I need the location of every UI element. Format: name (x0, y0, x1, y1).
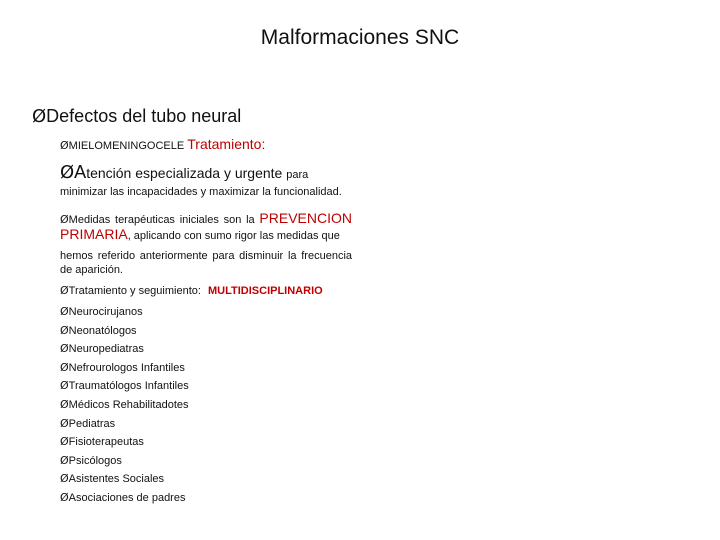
list-item-text: Pediatras (68, 417, 116, 430)
mielomeningocele-label: MIELOMENINGOCELE (68, 140, 185, 152)
list-item (60, 303, 352, 322)
arrow-bullet-icon: Ø (60, 323, 69, 337)
arrow-bullet-icon: Ø (60, 162, 75, 183)
arrow-bullet-icon: Ø (60, 490, 69, 504)
list-item (60, 433, 352, 452)
content-block (60, 134, 352, 508)
list-item-text: Médicos Rehabilitadotes (68, 398, 189, 411)
arrow-bullet-icon: Ø (32, 106, 47, 127)
list-item (60, 415, 352, 434)
list-item-text: Neuropediatras (68, 343, 144, 356)
list-item (60, 489, 352, 508)
arrow-bullet-icon: Ø (60, 435, 69, 449)
list-item-text: Psicólogos (68, 454, 122, 467)
list-item (60, 322, 352, 341)
arrow-bullet-icon: Ø (60, 139, 69, 152)
atencion-continuation: minimizar las incapacidades y maximizar la funcionalidad. (60, 186, 342, 198)
list-item (60, 377, 352, 396)
list-item-text: Traumatólogos Infantiles (68, 380, 189, 393)
list-item (60, 470, 352, 489)
main-bullet-text: Defectos del tubo neural (46, 106, 242, 126)
list-item-text: Asistentes Sociales (68, 473, 165, 486)
slide-title: Malformaciones SNC (260, 26, 460, 49)
arrow-bullet-icon: Ø (60, 397, 69, 411)
tratamiento-line (60, 283, 352, 299)
medidas-paragraph (60, 211, 352, 243)
arrow-bullet-icon: Ø (60, 284, 69, 297)
list-item (60, 340, 352, 359)
arrow-bullet-icon: Ø (60, 360, 69, 374)
list-item-text: Neurocirujanos (68, 306, 143, 318)
arrow-bullet-icon: Ø (60, 472, 69, 486)
main-bullet (32, 106, 241, 127)
list-item-text: Fisioterapeutas (68, 436, 144, 449)
list-item-text: Asociaciones de padres (68, 491, 186, 504)
multidisciplinario: MULTIDISCIPLINARIO (208, 285, 323, 297)
medidas-rest: , aplicando con sumo rigor las medidas que (127, 230, 340, 242)
prevencion-primaria: PREVENCION PRIMARIA (60, 210, 352, 242)
arrow-bullet-icon: Ø (60, 305, 69, 318)
arrow-bullet-icon: Ø (60, 453, 69, 467)
list-item (60, 452, 352, 471)
arrow-bullet-icon: Ø (60, 342, 69, 356)
atencion-line (60, 162, 352, 185)
tratamiento-text: Tratamiento y seguimiento: (68, 285, 201, 297)
medidas-text: Medidas terapéuticas iniciales son la (68, 214, 255, 226)
list-item (60, 359, 352, 378)
arrow-bullet-icon: Ø (60, 416, 69, 430)
atencion-initial: A (74, 162, 87, 182)
list-item-text: Neonatólogos (68, 324, 137, 337)
tratamiento-label: Tratamiento: (187, 136, 266, 152)
atencion-text: tención especializada y urgente (86, 165, 283, 181)
arrow-bullet-icon: Ø (60, 379, 69, 393)
specialist-list (60, 303, 352, 508)
list-item-text: Nefrourologos Infantiles (68, 361, 185, 374)
atencion-para: para (286, 169, 309, 181)
hemos-referido-text: hemos referido anteriormente para disminuir la frecuencia de aparición. (60, 250, 352, 276)
list-item (60, 396, 352, 415)
mielomeningocele-line (60, 134, 352, 156)
arrow-bullet-icon: Ø (60, 213, 69, 226)
